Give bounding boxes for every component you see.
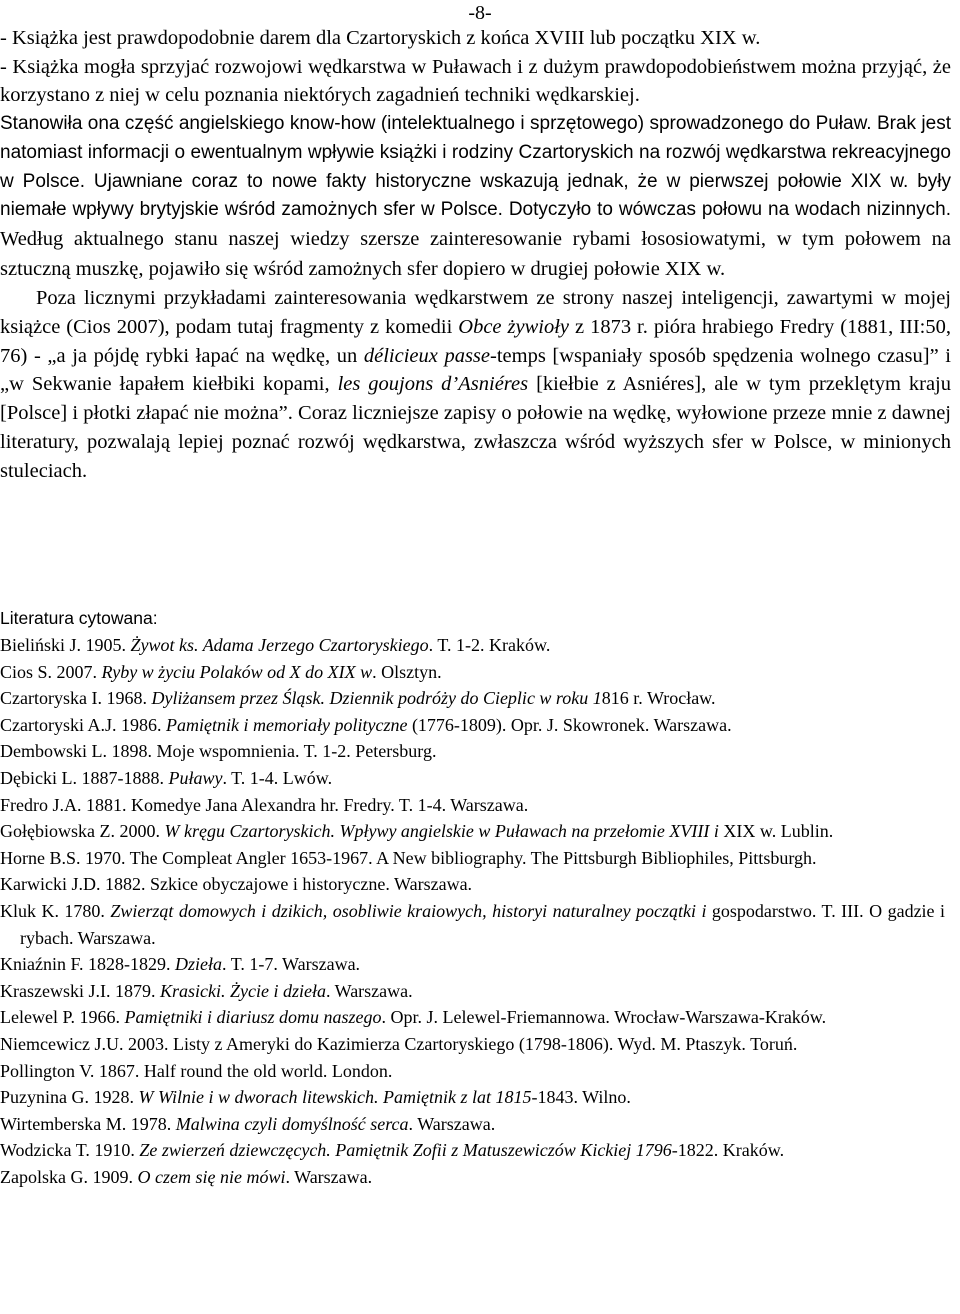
reference-text: Fredro J.A. 1881. Komedye Jana Alexandra hr. Fredry. T. 1-4. Warszawa. <box>0 794 529 815</box>
reference-text: Dembowski L. 1898. Moje wspomnienia. T. 1-2. Petersburg. <box>0 741 437 762</box>
reference-item <box>0 951 945 978</box>
reference-title: W Wilnie i w dworach litewskich. Pamiętnik z lat 1815 <box>138 1087 532 1108</box>
reference-item <box>0 632 945 659</box>
reference-text: Czartoryski A.J. 1986. <box>0 714 166 735</box>
reference-title: Puławy <box>168 767 223 788</box>
references-title: Literatura cytowana: <box>0 608 158 628</box>
page-number: -8- <box>468 2 492 24</box>
paragraph-sans <box>0 110 951 284</box>
paragraph-fredro-part: [kiełbie z Asniéres], ale w tym przeklętym kraju [Polsce] i płotki złapać nie można”. Coraz liczniejsze zapisy o połowie na wędkę, wyłowione przeze mnie z dawnej literatury, pozwalają lepiej poznać rozwój wędkarstwa, zwłaszcza wśród wyższych sfer w Polsce, w minionych stuleciach. <box>0 373 951 482</box>
paragraph-fredro-italic: délicieux passe <box>363 344 491 367</box>
reference-item <box>0 1137 945 1164</box>
reference-item <box>0 738 945 765</box>
reference-text: Niemcewicz J.U. 2003. Listy z Ameryki do Kazimierza Czartoryskiego (1798-1806). Wyd. M. Ptaszyk. Toruń. <box>0 1033 798 1054</box>
reference-text: Kraszewski J.I. 1879. <box>0 980 160 1001</box>
paragraph-fredro-part: Poza licznymi przykładami zainteresowania wędkarstwem ze strony naszej inteligencji, zawartymi w mojej książce (Cios 2007), podam tutaj fragmenty z komedii <box>0 287 951 339</box>
reference-text: Horne B.S. 1970. The Compleat Angler 1653-1967. A New bibliography. The Pittsburgh Bibliophiles, Pittsburgh. <box>0 847 817 868</box>
paragraph-fredro <box>0 284 951 485</box>
reference-item <box>0 1111 945 1138</box>
reference-item <box>0 1004 945 1031</box>
reference-tail: . Opr. J. Lelewel-Friemannowa. Wrocław-Warszawa-Kraków. <box>381 1007 827 1028</box>
bullet-line: - Książka jest prawdopodobnie darem dla Czartoryskich z końca XVIII lub początku XIX w. <box>0 27 761 49</box>
reference-title: Zwierząt domowych i dzikich, osobliwie kraiowych, historyi naturalney początki i <box>110 900 707 921</box>
reference-title: Ryby w życiu Polaków od X do XIX w <box>101 661 373 682</box>
reference-item <box>0 685 945 712</box>
paragraph-fredro-italic: Obce żywioły <box>458 316 570 339</box>
reference-text: Kluk K. 1780. <box>0 900 111 921</box>
reference-item <box>0 1164 945 1191</box>
paragraph-fredro-part: -temps [wspaniały sposób spędzenia wolnego czasu]” i „w Sekwanie łapałem kiełbiki kopami, <box>0 344 951 396</box>
reference-item <box>0 1031 945 1058</box>
reference-tail: . Warszawa. <box>408 1113 496 1134</box>
reference-item <box>0 792 945 819</box>
paragraph-fredro-italic: les goujons d’Asniéres <box>337 373 529 396</box>
reference-tail: 816 r. Wrocław. <box>601 688 716 709</box>
reference-tail: -1822. Kraków. <box>671 1140 785 1161</box>
reference-item <box>0 978 945 1005</box>
reference-title: Malwina czyli domyślność serca <box>175 1113 409 1134</box>
reference-item <box>0 712 945 739</box>
reference-text: Karwicki J.D. 1882. Szkice obyczajowe i historyczne. Warszawa. <box>0 874 473 895</box>
reference-text: Dębicki L. 1887-1888. <box>0 767 169 788</box>
reference-tail: (1776-1809). Opr. J. Skowronek. Warszawa. <box>407 714 732 735</box>
reference-tail: . Warszawa. <box>285 1166 373 1187</box>
paragraph-sans-text: Stanowiła ona część angielskiego know-how (intelektualnego i sprzętowego) sprowadzonego do Puław. Brak jest natomiast informacji o ewentualnym wpływie książki i rodziny Czartoryskich na rozwój wędkarstwa rekreacyjnego w Polsce. Ujawniane coraz to nowe fakty historyczne wskazują jednak, że w pierwszej połowie XIX w. były niemałe wpływy brytyjskie wśród zamożnych sfer w Polsce. Dotyczyło to wówczas połowu na wodach nizinnych. <box>0 113 951 221</box>
reference-tail: -1843. Wilno. <box>531 1087 631 1108</box>
references-list <box>0 632 945 1190</box>
reference-text: Gołębiowska Z. 2000. <box>0 821 165 842</box>
reference-item <box>0 818 945 845</box>
reference-item <box>0 845 945 872</box>
reference-text: Zapolska G. 1909. <box>0 1166 138 1187</box>
reference-item <box>0 871 945 898</box>
reference-tail: gospodarstwo. T. III. O gadzie i rybach. Warszawa. <box>20 900 946 948</box>
reference-text: Wodzicka T. 1910. <box>0 1140 140 1161</box>
reference-title: Żywot ks. Adama Jerzego Czartoryskiego <box>130 635 429 655</box>
reference-tail: . T. 1-2. Kraków. <box>428 635 551 655</box>
reference-item <box>0 765 945 792</box>
reference-title: Pamiętniki i diariusz domu naszego <box>124 1007 382 1028</box>
reference-title: Krasicki. Życie i dzieła <box>159 980 326 1001</box>
reference-item <box>0 1058 945 1085</box>
reference-title: Dyliżansem przez Śląsk. Dziennik podróży do Cieplic w roku 1 <box>151 688 602 709</box>
reference-tail: . Warszawa. <box>325 980 413 1001</box>
reference-text: Kniaźnin F. 1828-1829. <box>0 954 176 975</box>
reference-tail: . Olsztyn. <box>372 661 442 682</box>
reference-text: Bieliński J. 1905. <box>0 635 131 655</box>
reference-text: Cios S. 2007. <box>0 661 102 682</box>
reference-item <box>0 898 945 951</box>
paragraph-serif-tail: Według aktualnego stanu naszej wiedzy szersze zainteresowanie rybami łososiowatymi, w tym połowem na sztuczną muszkę, pojawiło się wśród zamożnych sfer dopiero w drugiej połowie XIX w. <box>0 227 951 280</box>
reference-tail: . T. 1-7. Warszawa. <box>222 954 361 975</box>
reference-title: Dzieła <box>175 954 223 975</box>
reference-tail: XIX w. Lublin. <box>718 821 834 842</box>
reference-item <box>0 1084 945 1111</box>
reference-title: W kręgu Czartoryskich. Wpływy angielskie w Puławach na przełomie XVIII i <box>164 821 719 842</box>
main-text <box>0 24 951 485</box>
reference-item <box>0 659 945 686</box>
reference-text: Wirtemberska M. 1978. <box>0 1113 176 1134</box>
reference-title: Ze zwierzeń dziewczęcych. Pamiętnik Zofii z Matuszewiczów Kickiej 1796 <box>139 1140 672 1161</box>
reference-text: Czartoryska I. 1968. <box>0 688 152 709</box>
reference-title: Pamiętnik i memoriały polityczne <box>166 714 408 735</box>
reference-text: Pollington V. 1867. Half round the old world. London. <box>0 1060 393 1081</box>
reference-tail: . T. 1-4. Lwów. <box>222 767 333 788</box>
reference-text: Lelewel P. 1966. <box>0 1007 125 1028</box>
reference-title: O czem się nie mówi <box>137 1166 286 1187</box>
bullet-line: - Książka mogła sprzyjać rozwojowi wędkarstwa w Puławach i z dużym prawdopodobieństwem można przyjąć, że korzystano z niej w celu poznania niektórych zagadnień techniki wędkarskiej. <box>0 55 951 107</box>
reference-text: Puzynina G. 1928. <box>0 1087 139 1108</box>
paragraph-fredro-part: z 1873 r. pióra hrabiego Fredry (1881, III:50, 76) - „a ja pójdę rybki łapać na wędkę, un <box>0 316 952 367</box>
